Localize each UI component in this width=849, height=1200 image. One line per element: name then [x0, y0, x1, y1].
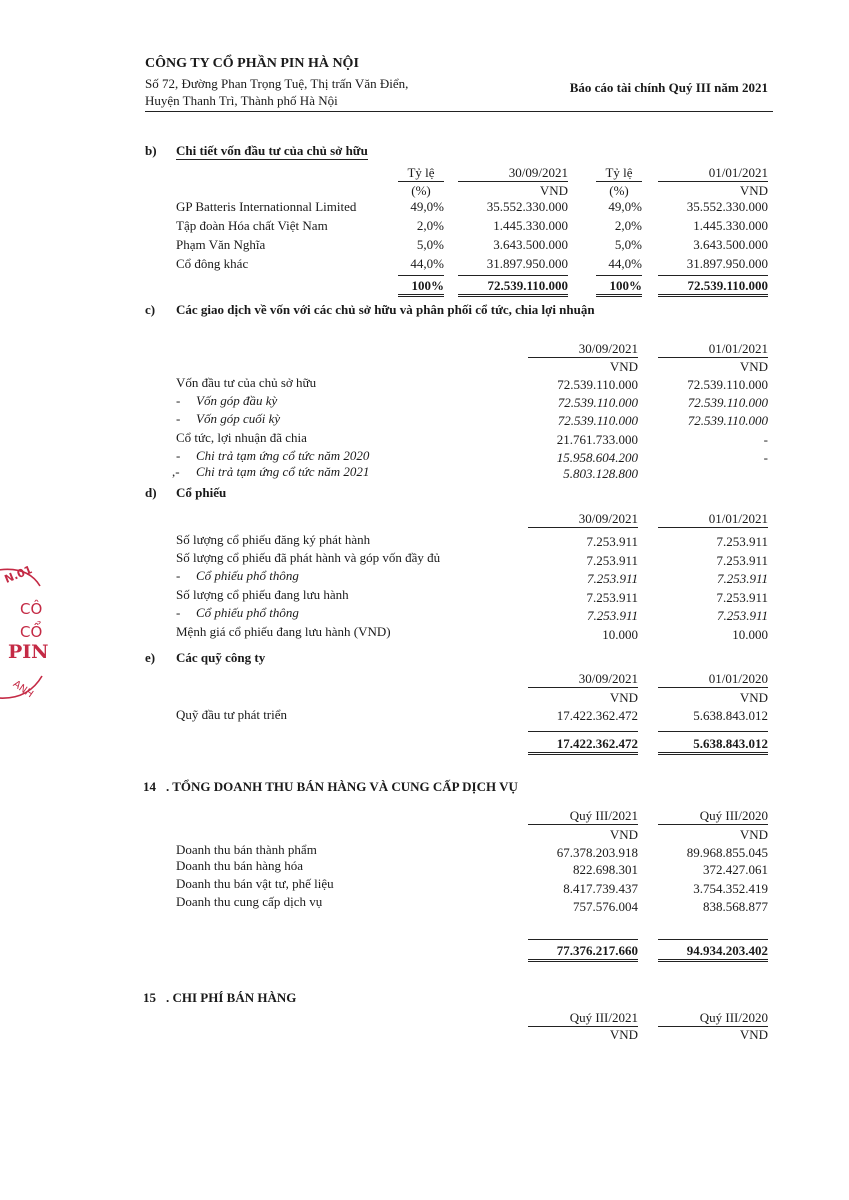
row-label: Quỹ đầu tư phát triển — [176, 707, 288, 722]
total-value-2: 5.638.843.012 — [658, 736, 768, 755]
row-value-1: 67.378.203.918 — [556, 845, 638, 860]
section-e-letter: e) — [145, 650, 156, 665]
row-value-2: 72.539.110.000 — [687, 377, 768, 392]
total-value-1: 17.422.362.472 — [528, 736, 638, 755]
company-name: CÔNG TY CỔ PHẦN PIN HÀ NỘI — [145, 56, 359, 71]
row-value-2: 3.754.352.419 — [693, 881, 768, 896]
col-header-date-1: 30/09/2021 — [528, 671, 638, 688]
row-label: Chi trả tạm ứng cổ tức năm 2021 — [196, 464, 370, 479]
row-value-2: 10.000 — [732, 627, 768, 642]
unit-vnd-2: VND — [739, 827, 768, 842]
unit-percent-1: (%) — [411, 183, 431, 198]
subtotal-rule — [658, 939, 768, 940]
row-value-2: 7.253.911 — [716, 590, 768, 605]
seal-text-line3: PIN — [8, 641, 49, 663]
row-ratio-1: 5,0% — [416, 237, 444, 252]
col-header-date-2: 01/01/2021 — [658, 165, 768, 182]
subtotal-rule — [596, 275, 642, 276]
section-d-title: Cổ phiếu — [176, 485, 227, 500]
row-value-1: 5.803.128.800 — [563, 466, 638, 481]
row-label: Tập đoàn Hóa chất Việt Nam — [176, 218, 328, 233]
row-ratio-1: 44,0% — [410, 256, 444, 271]
row-value-2: 838.568.877 — [703, 899, 768, 914]
row-value-1: 72.539.110.000 — [557, 413, 638, 428]
row-label: Phạm Văn Nghĩa — [176, 237, 266, 252]
subtotal-rule — [528, 939, 638, 940]
row-label: Doanh thu bán vật tư, phế liệu — [176, 876, 334, 891]
col-header-quarter-1: Quý III/2021 — [528, 808, 638, 825]
total-value-2: 94.934.203.402 — [658, 943, 768, 962]
unit-vnd-2: VND — [739, 690, 768, 705]
company-address-line2: Huyện Thanh Trì, Thành phố Hà Nội — [145, 93, 338, 108]
section-b-letter: b) — [145, 143, 157, 158]
unit-vnd-1: VND — [609, 827, 638, 842]
row-value-1: 3.643.500.000 — [493, 237, 568, 252]
row-value-1: 15.958.604.200 — [556, 450, 638, 465]
section-c-letter: c) — [145, 302, 156, 317]
row-label: Doanh thu bán thành phẩm — [176, 842, 317, 857]
row-label: Doanh thu cung cấp dịch vụ — [176, 894, 323, 909]
total-ratio-1: 100% — [398, 278, 444, 297]
row-label: Số lượng cổ phiếu đang lưu hành — [176, 587, 349, 602]
row-value-1: 1.445.330.000 — [493, 218, 568, 233]
section-15-number: 15 — [143, 990, 156, 1005]
row-label: Chi trả tạm ứng cổ tức năm 2020 — [196, 448, 370, 463]
row-label: Vốn đầu tư của chủ sở hữu — [176, 375, 317, 390]
section-14-number: 14 — [143, 779, 156, 794]
row-label: Cổ phiếu phổ thông — [196, 605, 299, 620]
total-value-2: 72.539.110.000 — [658, 278, 768, 297]
section-15-title: . CHI PHÍ BÁN HÀNG — [166, 990, 297, 1005]
report-title: Báo cáo tài chính Quý III năm 2021 — [569, 80, 768, 95]
header-rule — [145, 111, 773, 112]
total-ratio-2: 100% — [596, 278, 642, 297]
col-header-ratio-1: Tỷ lệ — [398, 165, 444, 182]
row-label: Cổ phiếu phổ thông — [196, 568, 299, 583]
subtotal-rule — [658, 275, 768, 276]
total-value-1: 77.376.217.660 — [528, 943, 638, 962]
row-ratio-2: 2,0% — [614, 218, 642, 233]
row-value-1: 7.253.911 — [586, 534, 638, 549]
row-value-2: 3.643.500.000 — [693, 237, 768, 252]
unit-vnd-2: VND — [739, 359, 768, 374]
row-ratio-1: 2,0% — [416, 218, 444, 233]
row-ratio-2: 44,0% — [608, 256, 642, 271]
row-value-1: 7.253.911 — [586, 590, 638, 605]
col-header-quarter-2: Quý III/2020 — [658, 1010, 768, 1027]
row-label: Cổ đông khác — [176, 256, 249, 271]
row-value-1: 7.253.911 — [586, 571, 638, 586]
row-value-2: 7.253.911 — [716, 608, 768, 623]
row-value-2: 7.253.911 — [716, 534, 768, 549]
row-label: Số lượng cổ phiếu đã phát hành và góp vốn đầy đủ — [176, 550, 441, 565]
col-header-date-1: 30/09/2021 — [528, 341, 638, 358]
row-value-1: 10.000 — [602, 627, 638, 642]
row-value-2: 5.638.843.012 — [693, 708, 768, 723]
row-value-2: - — [763, 432, 768, 447]
company-address-line1: Số 72, Đường Phan Trọng Tuệ, Thị trấn Văn Điển, — [145, 76, 409, 91]
unit-vnd-1: VND — [609, 1027, 638, 1042]
row-value-2: - — [763, 450, 768, 465]
col-header-date-1: 30/09/2021 — [458, 165, 568, 182]
row-value-2: 72.539.110.000 — [687, 413, 768, 428]
row-label: Cổ tức, lợi nhuận đã chia — [176, 430, 307, 445]
row-value-2: 7.253.911 — [716, 571, 768, 586]
row-value-1: 31.897.950.000 — [486, 256, 568, 271]
unit-vnd-1: VND — [609, 359, 638, 374]
seal-ring-text-top: N.01 — [2, 563, 35, 586]
row-label: Doanh thu bán hàng hóa — [176, 858, 304, 873]
row-ratio-2: 49,0% — [608, 199, 642, 214]
row-value-2: 35.552.330.000 — [686, 199, 768, 214]
col-header-date-2: 01/01/2020 — [658, 671, 768, 688]
row-label: GP Batteris Internationnal Limited — [176, 199, 357, 214]
subtotal-rule — [658, 731, 768, 732]
seal-text-line1: CÔ — [20, 600, 43, 618]
col-header-ratio-2: Tỷ lệ — [596, 165, 642, 182]
seal-text-line2: CỔ — [20, 623, 43, 641]
section-14-title: . TỔNG DOANH THU BÁN HÀNG VÀ CUNG CẤP DỊCH VỤ — [166, 779, 518, 794]
unit-vnd-1: VND — [609, 690, 638, 705]
company-seal-stamp — [0, 548, 60, 718]
row-label: Vốn góp đầu kỳ — [196, 393, 278, 408]
subtotal-rule — [458, 275, 568, 276]
col-header-quarter-1: Quý III/2021 — [528, 1010, 638, 1027]
row-value-1: 21.761.733.000 — [556, 432, 638, 447]
col-header-date-1: 30/09/2021 — [528, 511, 638, 528]
row-value-2: 7.253.911 — [716, 553, 768, 568]
col-header-date-2: 01/01/2021 — [658, 511, 768, 528]
section-e-title: Các quỹ công ty — [176, 650, 266, 665]
row-ratio-1: 49,0% — [410, 199, 444, 214]
row-label: Số lượng cổ phiếu đăng ký phát hành — [176, 532, 371, 547]
row-value-1: 8.417.739.437 — [563, 881, 638, 896]
col-header-quarter-2: Quý III/2020 — [658, 808, 768, 825]
unit-vnd-2: VND — [739, 183, 768, 198]
row-value-1: 757.576.004 — [573, 899, 638, 914]
row-value-2: 31.897.950.000 — [686, 256, 768, 271]
row-value-2: 89.968.855.045 — [686, 845, 768, 860]
row-value-1: 72.539.110.000 — [557, 395, 638, 410]
row-value-2: 1.445.330.000 — [693, 218, 768, 233]
unit-percent-2: (%) — [609, 183, 629, 198]
row-value-2: 372.427.061 — [703, 862, 768, 877]
row-value-2: 72.539.110.000 — [687, 395, 768, 410]
row-label: Vốn góp cuối kỳ — [196, 411, 281, 426]
section-c-title: Các giao dịch về vốn với các chủ sở hữu và phân phối cổ tức, chia lợi nhuận — [176, 302, 595, 317]
row-value-1: 7.253.911 — [586, 608, 638, 623]
row-value-1: 7.253.911 — [586, 553, 638, 568]
seal-ring-text-bottom: ANH — [10, 678, 36, 701]
row-value-1: 72.539.110.000 — [557, 377, 638, 392]
row-label: Mệnh giá cổ phiếu đang lưu hành (VND) — [176, 624, 391, 639]
row-ratio-2: 5,0% — [614, 237, 642, 252]
section-b-title: Chi tiết vốn đầu tư của chủ sở hữu — [176, 143, 368, 158]
unit-vnd-1: VND — [539, 183, 568, 198]
subtotal-rule — [528, 731, 638, 732]
unit-vnd-2: VND — [739, 1027, 768, 1042]
row-value-1: 35.552.330.000 — [486, 199, 568, 214]
section-d-letter: d) — [145, 485, 157, 500]
row-value-1: 822.698.301 — [573, 862, 638, 877]
total-value-1: 72.539.110.000 — [458, 278, 568, 297]
col-header-date-2: 01/01/2021 — [658, 341, 768, 358]
subtotal-rule — [398, 275, 444, 276]
row-value-1: 17.422.362.472 — [556, 708, 638, 723]
